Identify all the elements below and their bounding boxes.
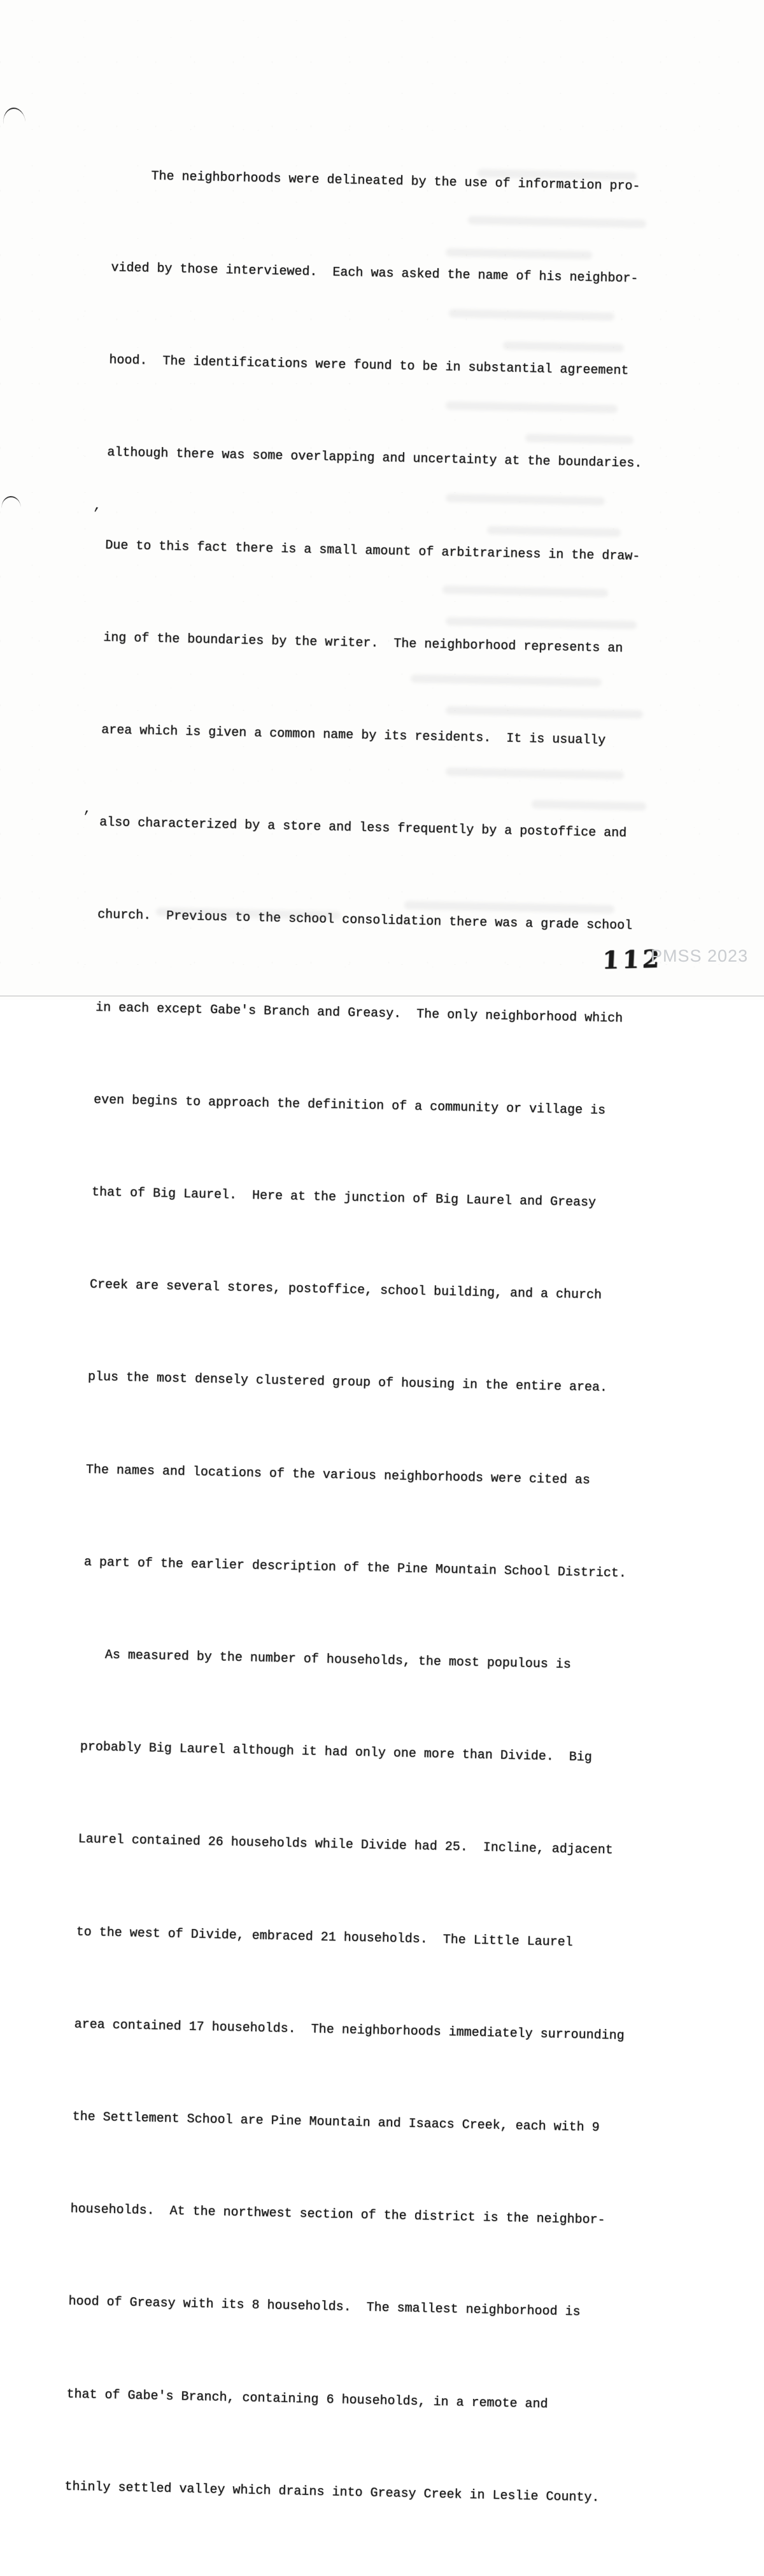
text-line: in each except Gabe's Branch and Greasy. The only neighborhood which <box>95 1000 623 1027</box>
text-line: As measured by the number of households, the most populous is <box>81 1647 572 1672</box>
stray-ink-mark: , <box>83 801 93 818</box>
text-line: Due to this fact there is a small amount of arbitrariness in the draw- <box>105 537 640 564</box>
scan-edge-line <box>0 995 764 997</box>
text-line: a part of the earlier description of the Pine Mountain School District. <box>83 1555 627 1581</box>
text-line: The names and locations of the various neighborhoods were cited as <box>85 1462 591 1488</box>
text-line: Creek are several stores, postoffice, school building, and a church <box>89 1277 602 1304</box>
text-line: plus the most densely clustered group of housing in the entire area. <box>87 1370 608 1396</box>
watermark: PMSS 2023 <box>651 946 749 965</box>
text-line: also characterized by a store and less frequently by a postoffice and <box>99 815 627 841</box>
typewritten-text-block <box>63 99 688 2576</box>
text-line: that of Gabe's Branch, containing 6 households, in a remote and <box>66 2387 548 2412</box>
text-line: area which is given a common name by its residents. It is usually <box>101 723 606 748</box>
text-line: the Settlement School are Pine Mountain and Isaacs Creek, each with 9 <box>72 2109 600 2136</box>
text-line: The neighborhoods were delineated by the use of information pro- <box>113 168 640 194</box>
text-line: hood. The identifications were found to be in substantial agreement <box>109 353 629 379</box>
text-line: vided by those interviewed. Each was asked the name of his neighbor- <box>111 260 639 287</box>
text-line: even begins to approach the definition of a community or village is <box>93 1092 606 1118</box>
text-line: area contained 17 households. The neighborhoods immediately surrounding <box>74 2017 625 2044</box>
text-line: Laurel contained 26 households while Divide had 25. Incline, adjacent <box>78 1832 613 1858</box>
stray-ink-mark: , <box>92 497 103 515</box>
page-number: 112 <box>602 944 663 975</box>
text-line: thinly settled valley which drains into Greasy Creek in Leslie County. <box>64 2479 600 2506</box>
text-line: ing of the boundaries by the writer. The neighborhood represents an <box>103 630 623 657</box>
text-line: church. Previous to the school consolidation there was a grade school <box>97 907 633 934</box>
text-line: that of Big Laurel. Here at the junction of Big Laurel and Greasy <box>91 1185 597 1211</box>
binder-hole-arc <box>1 495 20 508</box>
binder-hole-arc <box>2 106 25 124</box>
text-line: hood of Greasy with its 8 households. The smallest neighborhood is <box>68 2295 581 2320</box>
text-line: to the west of Divide, embraced 21 households. The Little Laurel <box>76 1925 573 1950</box>
text-line: probably Big Laurel although it had only one more than Divide. Big <box>80 1740 592 1765</box>
text-line: households. At the northwest section of the district is the neighbor- <box>70 2202 605 2228</box>
text-line: although there was some overlapping and uncertainty at the boundaries. <box>107 445 642 472</box>
